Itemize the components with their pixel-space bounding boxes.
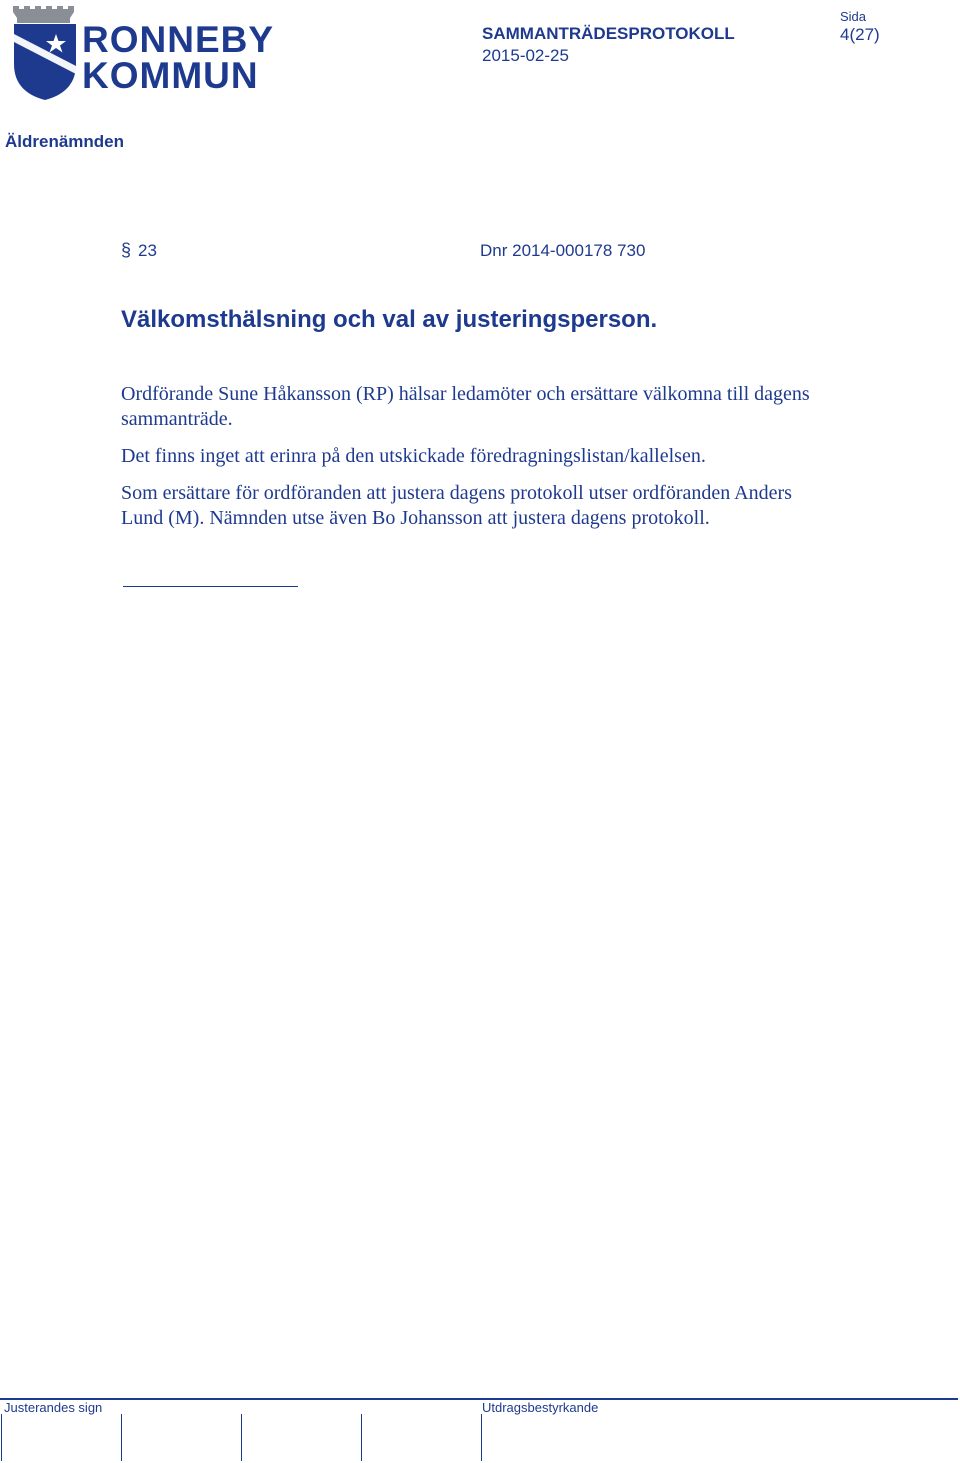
document-type: SAMMANTRÄDESPROTOKOLL [482,24,735,43]
coat-of-arms-icon [10,4,80,102]
body-paragraph-3: Som ersättare för ordföranden att justera dagens protokoll utser ordföranden Anders Lund (M). Nämnden utse även Bo Johansson att justera dagens protokoll. [121,482,792,529]
page-label: Sida [840,9,867,24]
section-title: Välkomsthälsning och val av justeringsperson. [121,306,658,333]
signature-box-divider [121,1414,122,1461]
signature-box-divider [361,1414,362,1461]
footer-extract-label: Utdragsbestyrkande [482,1400,599,1415]
footer-signature-label: Justerandes sign [4,1400,103,1415]
paragraph-symbol: § [121,240,132,260]
document-date: 2015-02-25 [482,46,569,65]
body-paragraph-1: Ordförande Sune Håkansson (RP) hälsar ledamöter och ersättare välkomna till dagens sammanträde. [121,383,810,430]
footer-rule [0,1398,958,1400]
signature-box-divider [1,1414,2,1461]
committee-name: Äldrenämnden [5,132,125,151]
signature-box-divider [241,1414,242,1461]
page-number: 4(27) [840,25,880,44]
diary-number: Dnr 2014-000178 730 [480,241,646,260]
section-end-line [123,586,298,587]
brand-wordmark [82,19,275,96]
paragraph-number: 23 [138,241,157,260]
brand-line-1: RONNEBY [82,19,275,60]
signature-box-divider [481,1414,482,1461]
brand-line-2: KOMMUN [82,55,259,96]
body-paragraph-2: Det finns inget att erinra på den utskickade föredragningslistan/kallelsen. [121,445,706,467]
